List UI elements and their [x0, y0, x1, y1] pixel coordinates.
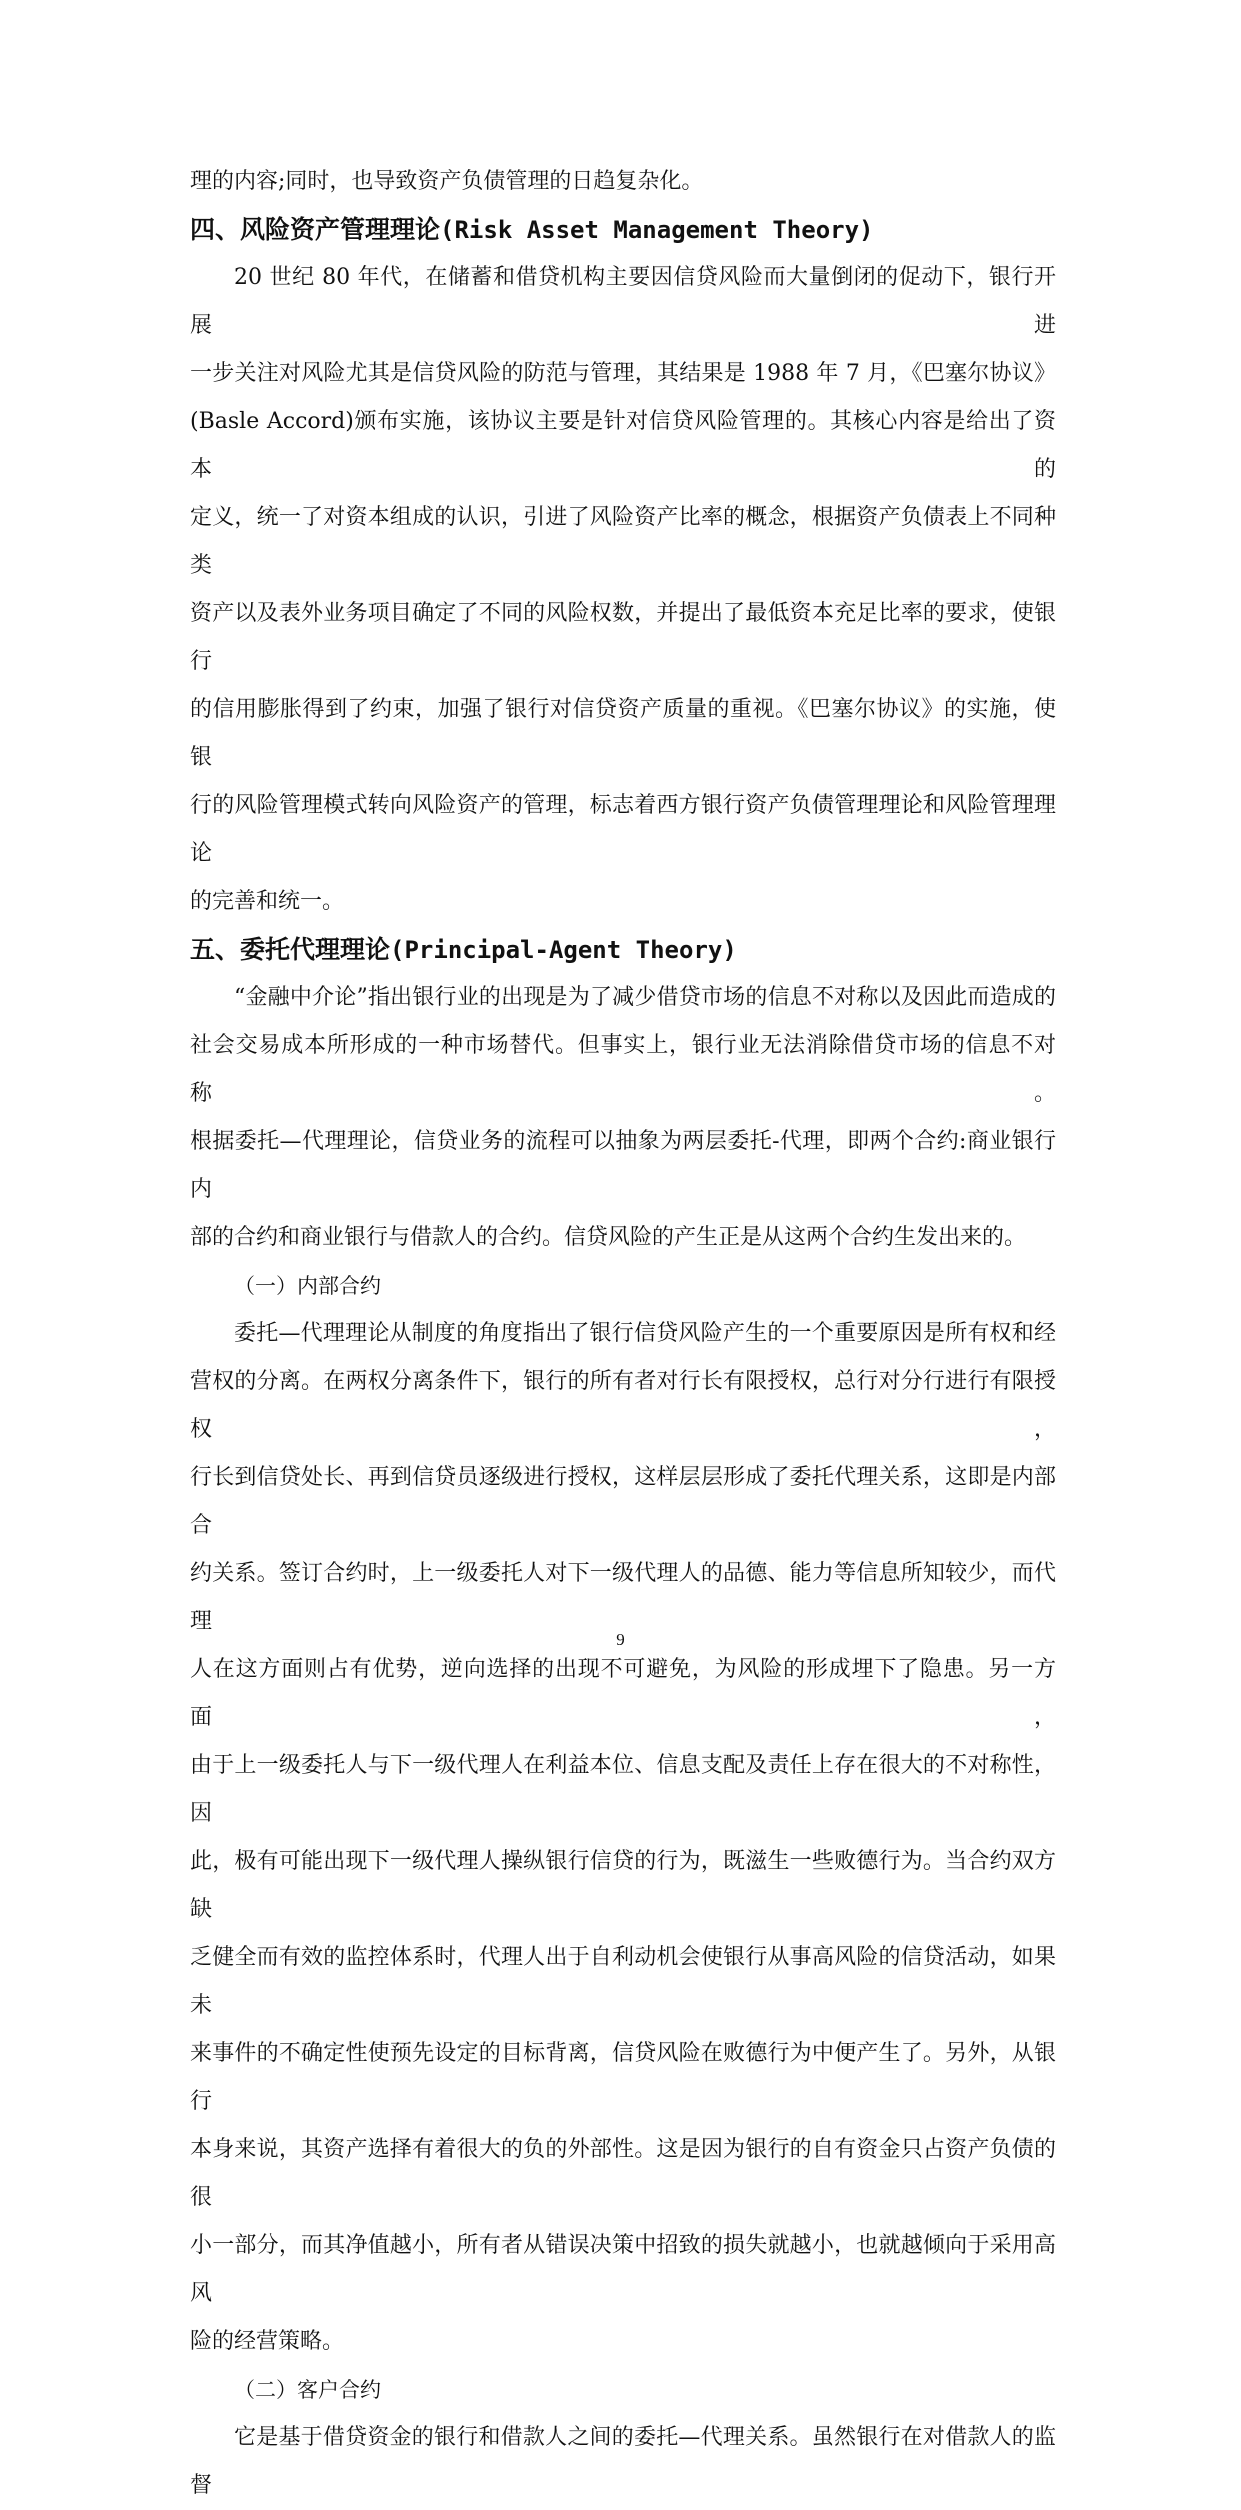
paragraph-internal-contract [190, 1310, 1056, 2366]
paragraph-line: (Basle Accord)颁布实施，该协议主要是针对信贷风险管理的。其核心内容是给出了资本的 [190, 409, 1056, 482]
heading-en: (Principal-Agent Theory) [390, 936, 737, 964]
heading-cn: 四、风险资产管理理论 [190, 215, 441, 244]
section-heading-principal-agent [190, 926, 1056, 974]
paragraph-line: 行的风险管理模式转向风险资产的管理，标志着西方银行资产负债管理理论和风险管理理论 [190, 793, 1056, 866]
paragraph-line: 行长到信贷处长、再到信贷员逐级进行授权，这样层层形成了委托代理关系，这即是内部合 [190, 1465, 1056, 1538]
paragraph-line: 它是基于借贷资金的银行和借款人之间的委托—代理关系。虽然银行在对借款人的监督 [190, 2425, 1056, 2498]
paragraph-line: 的信用膨胀得到了约束，加强了银行对信贷资产质量的重视。《巴塞尔协议》的实施，使银 [190, 697, 1056, 770]
paragraph-line: 资产以及表外业务项目确定了不同的风险权数，并提出了最低资本充足比率的要求，使银行 [190, 601, 1056, 674]
paragraph-line: “金融中介论”指出银行业的出现是为了减少借贷市场的信息不对称以及因此而造成的 [234, 985, 1056, 1010]
subheading-client-contract: （二）客户合约 [234, 2378, 381, 2402]
paragraph-line: 本身来说，其资产选择有着很大的负的外部性。这是因为银行的自有资金只占资产负债的很 [190, 2137, 1056, 2210]
paragraph-line: 20 世纪 80 年代，在储蓄和借贷机构主要因信贷风险而大量倒闭的促动下，银行开展进 [190, 265, 1056, 338]
subheading-internal-contract: （一）内部合约 [234, 1274, 381, 1298]
paragraph-line: 由于上一级委托人与下一级代理人在利益本位、信息支配及责任上存在很大的不对称性，因 [190, 1753, 1056, 1826]
paragraph-client-contract [190, 2414, 1056, 2510]
heading-en: (Risk Asset Management Theory) [440, 216, 874, 244]
paragraph-line: 的完善和统一。 [190, 889, 345, 914]
paragraph-line: 部的合约和商业银行与借款人的合约。信贷风险的产生正是从这两个合约生发出来的。 [190, 1225, 1027, 1250]
paragraph-risk-asset [190, 254, 1056, 926]
paragraph-line: 险的经营策略。 [190, 2329, 345, 2354]
paragraph-line: 小一部分，而其净值越小，所有者从错误决策中招致的损失就越小，也就越倾向于采用高风 [190, 2233, 1056, 2306]
paragraph-line: 约关系。签订合约时，上一级委托人对下一级代理人的品德、能力等信息所知较少，而代理 [190, 1561, 1056, 1634]
page-content [190, 158, 1056, 2510]
paragraph-line: 根据委托—代理理论，信贷业务的流程可以抽象为两层委托-代理，即两个合约:商业银行内 [190, 1129, 1056, 1202]
paragraph-line: 定义，统一了对资本组成的认识，引进了风险资产比率的概念，根据资产负债表上不同种类 [190, 505, 1056, 578]
section-heading-risk-asset-management [190, 206, 1056, 254]
page-number: 9 [616, 1630, 625, 1649]
paragraph-line: 委托—代理理论从制度的角度指出了银行信贷风险产生的一个重要原因是所有权和经 [234, 1321, 1056, 1346]
paragraph-line: 人在这方面则占有优势，逆向选择的出现不可避免，为风险的形成埋下了隐患。另一方面， [190, 1657, 1056, 1730]
paragraph-line: 乏健全而有效的监控体系时，代理人出于自利动机会使银行从事高风险的信贷活动，如果未 [190, 1945, 1056, 2018]
paragraph-line: 此，极有可能出现下一级代理人操纵银行信贷的行为，既滋生一些败德行为。当合约双方缺 [190, 1849, 1056, 1922]
paragraph-line: 营权的分离。在两权分离条件下，银行的所有者对行长有限授权，总行对分行进行有限授权， [190, 1369, 1056, 1442]
paragraph-financial-intermediary [190, 974, 1056, 1262]
paragraph-prev-tail-line: 理的内容;同时，也导致资产负债管理的日趋复杂化。 [190, 169, 704, 194]
paragraph-line: 一步关注对风险尤其是信贷风险的防范与管理，其结果是 1988 年 7 月，《巴塞尔协议》 [190, 361, 1056, 386]
paragraph-line: 来事件的不确定性使预先设定的目标背离，信贷风险在败德行为中便产生了。另外，从银行 [190, 2041, 1056, 2114]
heading-cn: 五、委托代理理论 [190, 935, 391, 964]
paragraph-line: 社会交易成本所形成的一种市场替代。但事实上，银行业无法消除借贷市场的信息不对称。 [190, 1033, 1056, 1106]
